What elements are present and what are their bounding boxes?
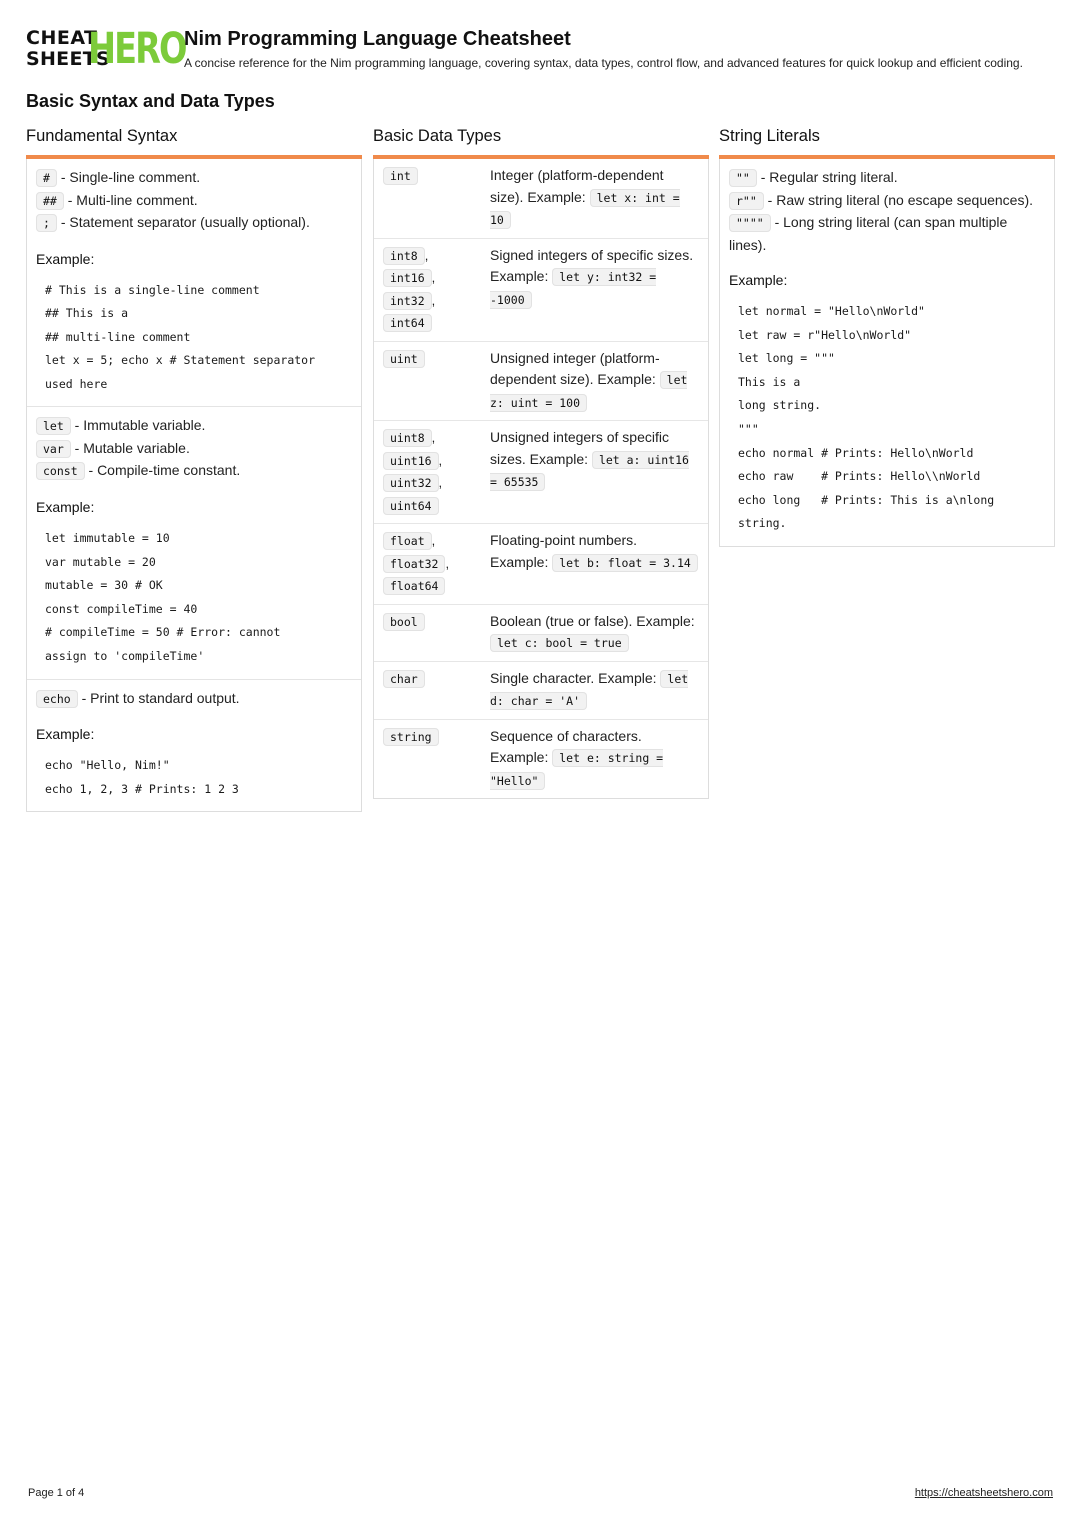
inline-code: # bbox=[36, 169, 57, 187]
card-fundamental-syntax bbox=[26, 126, 362, 812]
example-label: Example: bbox=[36, 726, 95, 743]
example-code: let c: bool = true bbox=[490, 634, 629, 652]
card-string-literals bbox=[719, 126, 1055, 547]
type-code: char bbox=[383, 670, 425, 688]
section-title: Basic Syntax and Data Types bbox=[26, 91, 275, 111]
syntax-block-comments bbox=[27, 159, 361, 407]
example-code: let e: string = "Hello" bbox=[490, 751, 664, 788]
page-header bbox=[26, 26, 1056, 72]
card-title: Fundamental Syntax bbox=[26, 127, 178, 145]
example-code: let z: uint = 100 bbox=[490, 373, 688, 410]
inline-code: echo bbox=[36, 690, 78, 708]
item-text: - Multi-line comment. bbox=[63, 191, 198, 208]
type-code: uint32 bbox=[383, 474, 439, 492]
list-item bbox=[36, 460, 352, 483]
desc-text: Floating-point numbers. Example: bbox=[490, 532, 638, 570]
separator: , bbox=[438, 452, 443, 468]
inline-code: let bbox=[36, 417, 71, 435]
example-label: Example: bbox=[36, 498, 95, 515]
page-title: Nim Programming Language Cheatsheet bbox=[184, 28, 571, 50]
inline-code: ; bbox=[36, 214, 57, 232]
card-title: Basic Data Types bbox=[373, 127, 502, 145]
desc-cell bbox=[490, 165, 699, 232]
syntax-block-echo bbox=[27, 680, 361, 812]
desc-cell bbox=[490, 611, 699, 655]
example-code: let a: uint16 = 65535 bbox=[490, 452, 689, 489]
table-row bbox=[374, 342, 708, 422]
type-cell bbox=[383, 348, 490, 415]
list-item bbox=[729, 167, 1045, 190]
separator: , bbox=[431, 292, 436, 308]
list-item bbox=[36, 688, 352, 711]
code-example: echo "Hello, Nim!" echo 1, 2, 3 # Prints: 1 2 3 bbox=[45, 758, 239, 796]
item-text: - Immutable variable. bbox=[70, 417, 206, 434]
type-code: int bbox=[383, 167, 418, 185]
logo-accent: HERO bbox=[88, 24, 186, 74]
card-body bbox=[373, 159, 709, 799]
desc-text: Unsigned integer (platform-dependent size). Example: bbox=[490, 349, 660, 387]
example-label: Example: bbox=[36, 250, 95, 267]
item-text: - Compile-time constant. bbox=[84, 462, 241, 479]
desc-text: Integer (platform-dependent size). Example: bbox=[490, 167, 664, 205]
card-body bbox=[26, 159, 362, 812]
type-code: float32 bbox=[383, 555, 445, 573]
type-cell bbox=[383, 245, 490, 335]
item-text: - Print to standard output. bbox=[77, 689, 240, 706]
card-title: String Literals bbox=[719, 127, 820, 145]
type-cell bbox=[383, 726, 490, 793]
type-code: uint64 bbox=[383, 497, 439, 515]
desc-cell bbox=[490, 348, 699, 415]
type-code: float64 bbox=[383, 577, 445, 595]
separator: , bbox=[445, 555, 450, 571]
inline-code: "" bbox=[729, 169, 757, 187]
example-code: let x: int = 10 bbox=[490, 190, 680, 227]
list-item bbox=[36, 190, 352, 213]
type-cell bbox=[383, 530, 490, 598]
item-text: - Regular string literal. bbox=[756, 169, 898, 185]
table-row bbox=[374, 720, 708, 799]
list-item bbox=[36, 212, 352, 235]
logo-line2: SHEETS bbox=[26, 48, 110, 70]
inline-code: r"" bbox=[729, 192, 764, 210]
table-row bbox=[374, 239, 708, 342]
list-item bbox=[36, 167, 352, 190]
list-item bbox=[729, 212, 1045, 256]
list-item bbox=[36, 415, 352, 438]
syntax-block-variables bbox=[27, 407, 361, 679]
example-code: let y: int32 = -1000 bbox=[490, 270, 657, 307]
separator: , bbox=[424, 247, 429, 263]
desc-text: Unsigned integers of specific sizes. Example: bbox=[490, 429, 669, 467]
inline-code: """" bbox=[729, 214, 771, 232]
string-literals-block bbox=[720, 159, 1054, 546]
separator: , bbox=[431, 430, 436, 445]
site-link[interactable]: https://cheatsheetshero.com bbox=[914, 1487, 1053, 1499]
type-code: float bbox=[383, 532, 432, 550]
example-code: let b: float = 3.14 bbox=[552, 554, 698, 572]
item-text: - Single-line comment. bbox=[56, 169, 201, 185]
item-text: - Mutable variable. bbox=[70, 439, 190, 456]
type-code: bool bbox=[383, 613, 425, 631]
example-code: let d: char = 'A' bbox=[490, 671, 689, 708]
type-cell bbox=[383, 668, 490, 713]
desc-cell bbox=[490, 668, 699, 713]
card-basic-data-types bbox=[373, 126, 709, 799]
code-example: let normal = "Hello\nWorld" let raw = r"Hello\nWorld" let long = """ This is a long string. """ echo normal # Prints: Hello\nWorld echo raw # Prints: Hello\\nWorld echo long # Prints: This is a\nlong string. bbox=[738, 304, 995, 531]
inline-code: var bbox=[36, 440, 71, 458]
type-code: uint16 bbox=[383, 452, 439, 470]
type-code: int64 bbox=[383, 314, 432, 332]
separator: , bbox=[438, 475, 443, 490]
item-text: - Raw string literal (no escape sequences). bbox=[763, 191, 1034, 208]
list-item bbox=[36, 438, 352, 461]
desc-cell bbox=[490, 530, 699, 598]
type-cell bbox=[383, 611, 490, 655]
table-row bbox=[374, 524, 708, 605]
page-subtitle: A concise reference for the Nim programming language, covering syntax, data types, control flow, and advanced features for quick lookup and efficient coding. bbox=[184, 56, 1023, 70]
inline-code: const bbox=[36, 462, 85, 480]
type-code: int32 bbox=[383, 292, 432, 310]
desc-text: Sequence of characters. Example: bbox=[490, 727, 642, 765]
type-cell bbox=[383, 165, 490, 232]
page-number: Page 1 of 4 bbox=[28, 1487, 85, 1499]
type-code: int16 bbox=[383, 269, 432, 287]
table-row bbox=[374, 662, 708, 720]
list-item bbox=[729, 190, 1045, 213]
code-example: let immutable = 10 var mutable = 20 mutable = 30 # OK const compileTime = 40 # compileTime = 50 # Error: cannot assign to 'compileTime' bbox=[45, 530, 281, 663]
type-code: string bbox=[383, 728, 439, 746]
separator: , bbox=[431, 533, 436, 548]
code-example: # This is a single-line comment ## This is a ## multi-line comment let x = 5; echo x # Statement separator used here bbox=[45, 282, 316, 391]
logo-line1: CHEAT bbox=[26, 27, 98, 49]
type-cell bbox=[383, 427, 490, 517]
item-text: - Long string literal (can span multiple lines). bbox=[729, 214, 1008, 253]
table-row bbox=[374, 605, 708, 662]
desc-cell bbox=[490, 245, 699, 335]
desc-text: Single character. Example: bbox=[490, 669, 661, 686]
example-label: Example: bbox=[729, 272, 788, 288]
desc-text: Boolean (true or false). Example: bbox=[490, 612, 695, 629]
desc-text: Signed integers of specific sizes. Example: bbox=[490, 246, 694, 284]
type-code: uint8 bbox=[383, 429, 432, 447]
item-text: - Statement separator (usually optional). bbox=[56, 214, 310, 230]
card-body bbox=[719, 159, 1055, 547]
type-code: uint bbox=[383, 350, 425, 368]
inline-code: ## bbox=[36, 192, 64, 210]
separator: , bbox=[431, 270, 436, 285]
cheatsheetshero-logo[interactable] bbox=[26, 24, 186, 74]
table-row bbox=[374, 159, 708, 239]
table-row bbox=[374, 421, 708, 524]
desc-cell bbox=[490, 726, 699, 793]
desc-cell bbox=[490, 427, 699, 517]
type-code: int8 bbox=[383, 247, 425, 265]
